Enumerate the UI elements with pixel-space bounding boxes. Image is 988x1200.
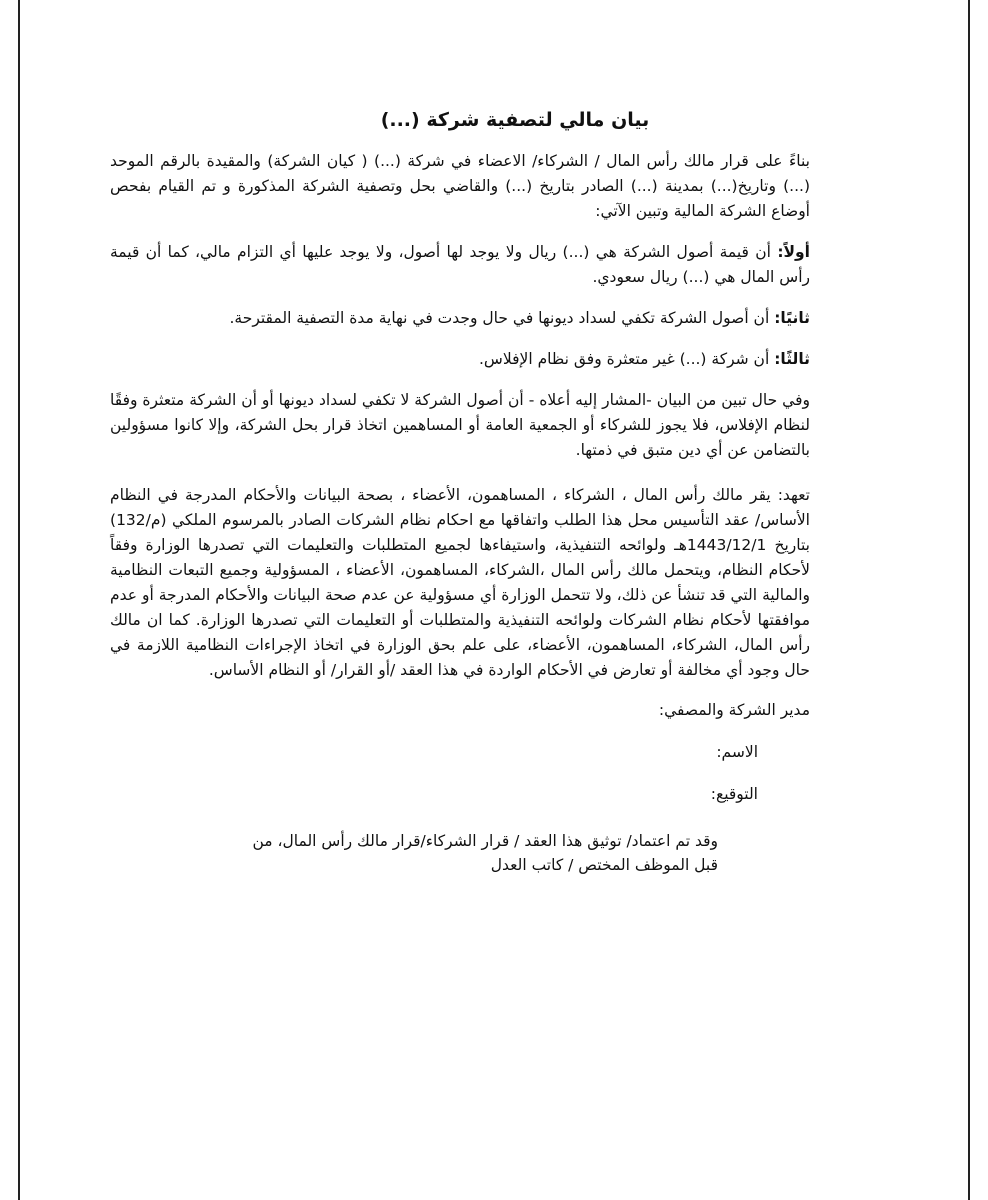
- item-first-label: أولاً:: [777, 243, 811, 261]
- item-third: [110, 347, 810, 372]
- item-first: [110, 240, 810, 290]
- item-third-label: ثالثًا:: [774, 350, 810, 368]
- commitment-paragraph: تعهد: يقر مالك رأس المال ، الشركاء ، المساهمون، الأعضاء ، بصحة البيانات والأحكام المدرجة في النظام الأساس/ عقد التأسيس محل هذا الطلب واتفاقها مع احكام نظام الشركات الصادر بالمرسوم الملكي (م/132) بتاريخ 1443/12/1هـ ولوائحه التنفيذية، واستيفاءها لجميع المتطلبات والتعليمات التي تصدرها الوزارة وفقاً لأحكام النظام، ويتحمل مالك رأس المال ،الشركاء، المساهمون، الأعضاء ، المسؤولية وجميع التبعات النظامية والمالية التي قد تنشأ عن ذلك، ولا تتحمل الوزارة أي مسؤولية عن عدم صحة البيانات والأحكام المدرجة أو عدم موافقتها لأحكام نظام الشركات ولوائحه التنفيذية والمتطلبات أو التعليمات التي تصدرها الوزارة. كما ان مالك رأس المال، الشركاء، المساهمون، الأعضاء، على علم بحق الوزارة في اتخاذ الإجراءات النظامية اللازمة في حال وجود أي مخالفة أو تعارض في الأحكام الواردة في هذا العقد /أو القرار/ أو النظام الأساس.: [110, 486, 810, 679]
- item-second-text: أن أصول الشركة تكفي لسداد ديونها في حال وجدت في نهاية مدة التصفية المقترحة.: [229, 309, 770, 327]
- manager-label: مدير الشركة والمصفي:: [658, 701, 810, 719]
- notarization-note: [110, 829, 810, 877]
- conditional-paragraph: وفي حال تبين من البيان -المشار إليه أعلاه - أن أصول الشركة لا تكفي لسداد ديونها أو أن الشركة متعثرة وفقًا لنظام الإفلاس، فلا يجوز للشركاء أو الجمعية العامة أو المساهمين اتخاذ قرار بحل الشركة، وإلا كانوا مسؤولين بالتضامن عن أي دين متبق في ذمتها.: [110, 391, 810, 459]
- item-second: [110, 306, 810, 331]
- financial-statement-document: [110, 108, 810, 877]
- item-first-text: أن قيمة أصول الشركة هي (...) ريال ولا يوجد لها أصول، ولا يوجد عليها أي التزام مالي، كما أن قيمة رأس المال هي (...) ريال سعودي.: [110, 243, 810, 286]
- document-title: بيان مالي لتصفية شركة (...): [380, 109, 650, 131]
- name-label: الاسم:: [716, 743, 758, 761]
- item-second-label: ثانيًا:: [774, 309, 810, 327]
- notarization-line-1: وقد تم اعتماد/ توثيق هذا العقد / قرار الشركاء/قرار مالك رأس المال، من: [252, 832, 718, 850]
- item-third-text: أن شركة (...) غير متعثرة وفق نظام الإفلاس.: [479, 350, 770, 368]
- signature-label: التوقيع:: [710, 785, 758, 803]
- intro-paragraph: بناءً على قرار مالك رأس المال / الشركاء/ الاعضاء في شركة (...) ( كيان الشركة) والمقيدة بالرقم الموحد (...) وتاريخ(...) بمدينة (...) الصادر بتاريخ (...) والقاضي بحل وتصفية الشركة المذكورة و تم القيام بفحص أوضاع الشركة المالية وتبين الآتي:: [110, 152, 810, 220]
- notarization-line-2: قبل الموظف المختص / كاتب العدل: [490, 856, 718, 874]
